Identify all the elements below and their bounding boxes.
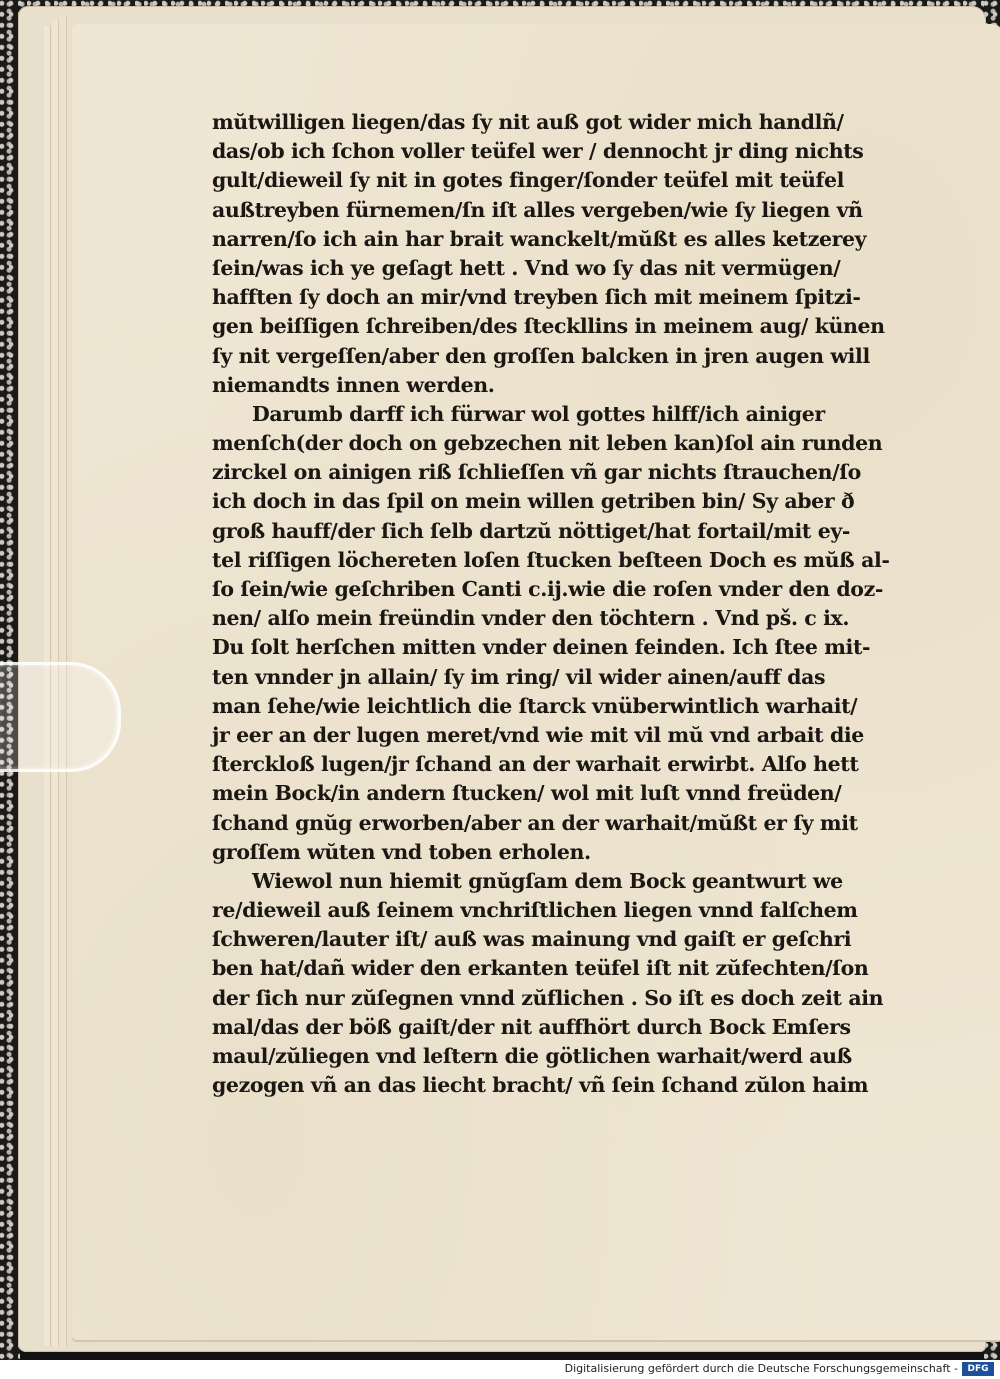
text-line: narren/ſo ich ain har brait wanckelt/mŭßt es alles ketzerey	[212, 226, 867, 251]
text-line: nen/ alſo mein freündin vnder den töchtern . Vnd pš. c ix.	[212, 606, 850, 631]
text-line: ſchweren/lauter iſt/ auß was mainung vnd gaiſt er geſchri	[212, 927, 852, 952]
text-line: Wiewol nun hiemit gnŭgſam dem Bock geantwurt we	[252, 868, 843, 893]
text-line: groſſem wŭten vnd toben erholen.	[212, 839, 591, 864]
dfg-logo-icon: DFG	[962, 1362, 994, 1376]
text-line: gen beiſſigen ſchreiben/des ſteckllins in meinem aug/ künen	[212, 314, 885, 339]
text-line: ſchand gnŭg erworben/aber an der warhait/mŭßt er ſy mit	[212, 810, 858, 835]
text-line: ſy nit vergeſſen/aber den groſſen balcken in jren augen will	[212, 343, 870, 368]
text-line: ben hat/dañ wider den erkanten teüfel iſt nit zŭfechten/ſon	[212, 956, 869, 981]
text-line: außtreyben fürnemen/ſn iſt alles vergeben/wie ſy liegen vñ	[212, 197, 863, 222]
text-line: niemandts innen werden.	[212, 372, 495, 397]
text-line: Darumb darff ich fürwar wol gottes hilff/ich ainiger	[252, 401, 825, 426]
text-line: zirckel on ainigen riß ſchlieſſen vñ gar nichts ſtrauchen/ſo	[212, 460, 861, 485]
text-line: maul/zŭliegen vnd leſtern die götlichen warhait/werd auß	[212, 1044, 852, 1068]
text-line: ten vnnder jn allain/ ſy im ring/ vil wider ainen/auff das	[212, 664, 826, 689]
text-line: mŭtwilligen liegen/das ſy nit auß got wider mich handlñ/	[212, 110, 844, 134]
text-line: hafften ſy doch an mir/vnd treyben ſich mit meinem ſpitzi-	[212, 285, 861, 310]
text-line: gezogen vñ an das liecht bracht/ vñ ſein ſchand zŭlon haim	[212, 1073, 869, 1098]
text-line: mein Bock/in andern ſtucken/ wol mit luſt vnnd freüden/	[212, 781, 842, 806]
text-line: gult/dieweil ſy nit in gotes finger/ſonder teüfel mit teüfel	[212, 168, 844, 193]
text-line: ſein/was ich ye geſagt hett . Vnd wo ſy das nit vermügen/	[212, 255, 841, 280]
text-line: Du ſolt herſchen mitten vnder deinen feinden. Ich ſtee mit-	[212, 635, 871, 660]
text-line: der ſich nur zŭſegnen vnnd zŭflichen . So iſt es doch zeit ain	[212, 985, 884, 1010]
page-text	[212, 108, 912, 1100]
text-line: ich doch in das ſpil on mein willen getriben bin/ Sy aber ð	[212, 489, 855, 514]
text-line: mal/das der böß gaiſt/der nit auffhört durch Bock Emſers	[212, 1014, 851, 1039]
text-line: groß hauff/der ſich ſelb dartzŭ nöttiget/hat fortail/mit ey-	[212, 518, 850, 543]
text-line: ſo ſein/wie geſchriben Canti c.ij.wie die roſen vnder den doz-	[212, 577, 883, 601]
text-line: jr eer an der lugen meret/vnd wie mit vil mŭ vnd arbait die	[212, 722, 864, 747]
text-line: das/ob ich ſchon voller teüfel wer / dennocht jr ding nichts	[212, 139, 864, 164]
text-line: man ſehe/wie leichtlich die ſtarck vnüberwintlich warhait/	[212, 693, 858, 718]
text-line: menſch(der doch on gebzechen nit leben kan)ſol ain runden	[212, 431, 883, 456]
page-clip	[0, 662, 121, 772]
text-line: tel riſſigen löchereten loſen ſtucken beſteen Doch es mŭß al-	[212, 547, 890, 572]
text-line: re/dieweil auß ſeinem vnchriſtlichen liegen vnnd falſchem	[212, 898, 858, 923]
footer-bar	[0, 1360, 1000, 1379]
text-line: ſterckloß lugen/jr ſchand an der warhait erwirbt. Alſo hett	[212, 752, 859, 777]
funding-credit: Digitalisierung gefördert durch die Deutsche Forschungsgemeinschaft -	[564, 1362, 958, 1375]
